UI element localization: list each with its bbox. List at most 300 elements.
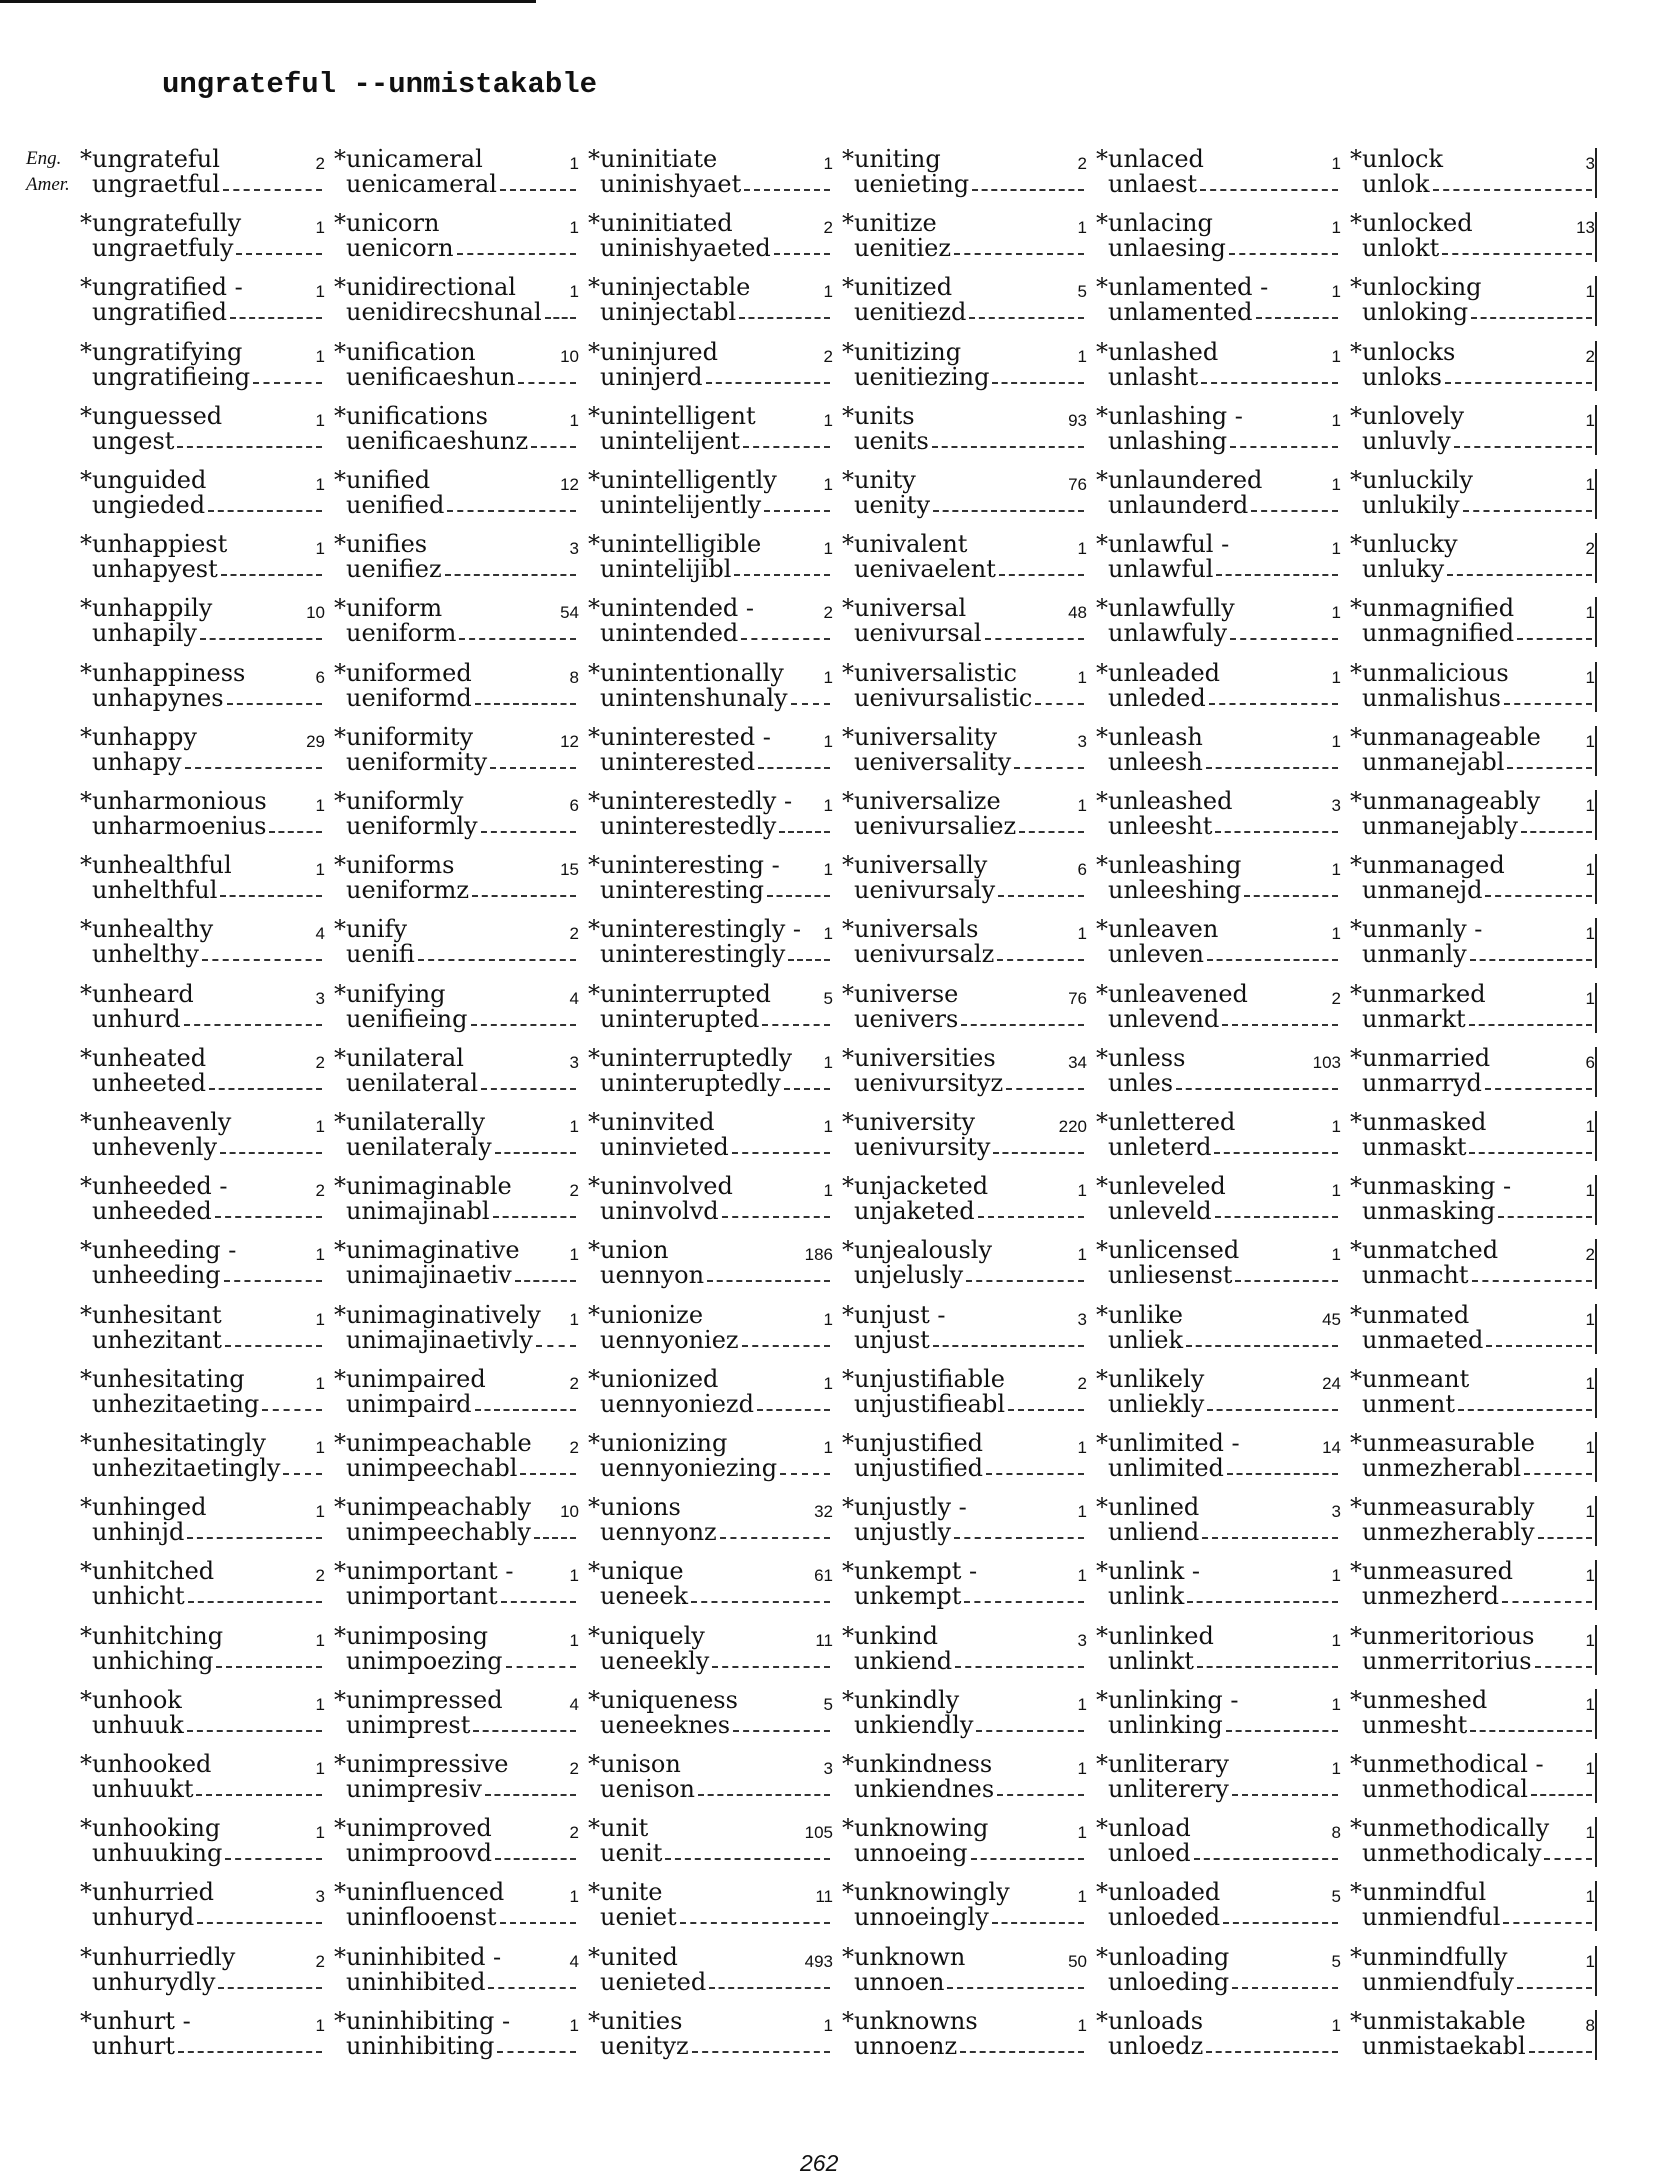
dotted-leader (471, 1024, 577, 1026)
american-spelling (92, 1904, 322, 1930)
english-word: *unhesitant (80, 1301, 222, 1329)
word-entry (580, 788, 834, 850)
english-word: *uniting (842, 145, 941, 173)
american-spelling (92, 1519, 322, 1545)
legend-amer: Amer. (26, 174, 70, 195)
english-word: *unison (588, 1750, 681, 1778)
english-word: *uninteresting - (588, 851, 780, 879)
american-spelling-text: unleterd (1108, 1133, 1212, 1161)
american-spelling (600, 1519, 830, 1545)
word-entry (580, 1366, 834, 1428)
frequency-count: 4 (569, 989, 579, 1008)
american-spelling (1362, 1006, 1592, 1032)
english-word: *unintelligent (588, 402, 756, 430)
dotted-leader (791, 703, 830, 705)
english-word: *unimaginative (334, 1236, 520, 1264)
frequency-count: 2 (823, 218, 833, 237)
right-edge-rule (1595, 1560, 1597, 1610)
dotted-leader (520, 1473, 576, 1475)
dotted-leader (1230, 638, 1338, 640)
american-spelling (346, 1583, 576, 1609)
dotted-leader (698, 1794, 830, 1796)
english-word: *uninfluenced (334, 1878, 505, 1906)
american-spelling (1108, 1583, 1338, 1609)
american-spelling-text: unimpresiv (346, 1775, 482, 1803)
word-entry (1342, 339, 1596, 401)
word-entry (580, 1494, 834, 1556)
word-entry (834, 724, 1088, 786)
american-spelling-text: unliterery (1108, 1775, 1229, 1803)
frequency-count: 1 (1585, 1181, 1595, 1200)
american-spelling (346, 685, 576, 711)
american-spelling-text: uenifiez (346, 555, 442, 583)
dotted-leader (473, 1730, 576, 1732)
word-entry (326, 1045, 580, 1107)
word-entry (326, 595, 580, 657)
dotted-leader (475, 1409, 576, 1411)
english-word: *unmasked (1350, 1108, 1487, 1136)
frequency-count: 1 (569, 411, 579, 430)
american-spelling-text: ueneek (600, 1582, 689, 1610)
dotted-leader (1504, 703, 1592, 705)
dotted-leader (1529, 2051, 1592, 2053)
american-spelling (854, 1583, 1084, 1609)
american-spelling-text: ueneeknes (600, 1711, 731, 1739)
frequency-count: 4 (315, 924, 325, 943)
dotted-leader (1485, 895, 1592, 897)
american-spelling-text: unmaeted (1362, 1326, 1484, 1354)
american-spelling (92, 428, 322, 454)
word-entry (72, 531, 326, 593)
word-entry (326, 660, 580, 722)
american-spelling (346, 1904, 576, 1930)
frequency-count: 1 (823, 1053, 833, 1072)
american-spelling (1108, 235, 1338, 261)
right-edge-rule (1595, 597, 1597, 647)
word-entry (580, 1109, 834, 1171)
american-spelling-text: unheeding (92, 1261, 221, 1289)
word-entry (326, 916, 580, 978)
frequency-count: 6 (1585, 1053, 1595, 1072)
dotted-leader (1447, 574, 1592, 576)
frequency-count: 5 (1077, 282, 1087, 301)
frequency-count: 5 (1331, 1952, 1341, 1971)
frequency-count: 1 (1077, 1502, 1087, 1521)
dotted-leader (784, 1088, 830, 1090)
dotted-leader (187, 1730, 322, 1732)
american-spelling-text: unlamented (1108, 298, 1253, 326)
dotted-leader (993, 1152, 1084, 1154)
dotted-leader (200, 638, 322, 640)
word-entry (72, 1430, 326, 1492)
word-entry (1088, 916, 1342, 978)
american-spelling-text: uninvolvd (600, 1197, 719, 1225)
right-edge-rule (1595, 1817, 1597, 1867)
american-spelling (854, 235, 1084, 261)
frequency-count: 76 (1068, 989, 1087, 1008)
word-entry (72, 724, 326, 786)
american-spelling (854, 1840, 1084, 1866)
dotted-leader (545, 317, 576, 319)
american-spelling (1362, 1840, 1592, 1866)
frequency-count: 1 (1585, 411, 1595, 430)
english-word: *unlock (1350, 145, 1444, 173)
american-spelling-text: uenison (600, 1775, 696, 1803)
american-spelling-text: ungraetful (92, 170, 220, 198)
right-edge-rule (1595, 1304, 1597, 1354)
word-entry (326, 1558, 580, 1620)
american-spelling (854, 1648, 1084, 1674)
word-entry (72, 788, 326, 850)
english-word: *unifying (334, 980, 446, 1008)
english-word: *unloads (1096, 2007, 1204, 2035)
legend (26, 146, 76, 198)
dotted-leader (1226, 1730, 1338, 1732)
american-spelling-text: unmalishus (1362, 684, 1501, 712)
american-spelling-text: unnoeing (854, 1839, 968, 1867)
american-spelling (346, 1262, 576, 1288)
american-spelling-text: unhinjd (92, 1518, 185, 1546)
dotted-leader (197, 1922, 322, 1924)
word-entry (834, 981, 1088, 1043)
american-spelling-text: uenificaeshunz (346, 427, 529, 455)
american-spelling (92, 1327, 322, 1353)
english-word: *unmistakable (1350, 2007, 1526, 2035)
american-spelling (346, 492, 576, 518)
frequency-count: 1 (1077, 1566, 1087, 1585)
american-spelling (854, 171, 1084, 197)
american-spelling (92, 1198, 322, 1224)
dotted-leader (992, 1922, 1084, 1924)
english-word: *unjustifiable (842, 1365, 1006, 1393)
frequency-count: 4 (569, 1952, 579, 1971)
english-word: *unhurt - (80, 2007, 191, 2035)
dotted-leader (1442, 253, 1592, 255)
dotted-leader (1521, 831, 1592, 833)
american-spelling (600, 1070, 830, 1096)
word-entry (834, 1494, 1088, 1556)
frequency-count: 2 (1331, 989, 1341, 1008)
frequency-count: 14 (1322, 1438, 1341, 1457)
english-word: *uniquely (588, 1622, 705, 1650)
american-spelling-text: unjustified (854, 1454, 984, 1482)
word-entry (326, 1879, 580, 1941)
word-entry (326, 1109, 580, 1171)
word-entry (326, 210, 580, 272)
word-entry (72, 1173, 326, 1235)
american-spelling-text: unlinkt (1108, 1647, 1194, 1675)
dotted-leader (985, 638, 1084, 640)
word-entry (834, 1366, 1088, 1428)
dotted-leader (457, 253, 576, 255)
english-word: *unlinking - (1096, 1686, 1239, 1714)
word-entry (580, 1687, 834, 1749)
frequency-count: 2 (1585, 539, 1595, 558)
english-word: *unharmonious (80, 787, 267, 815)
american-spelling (600, 428, 830, 454)
american-spelling (1362, 941, 1592, 967)
english-word: *unimproved (334, 1814, 492, 1842)
american-spelling-text: uennyoniezing (600, 1454, 778, 1482)
frequency-count: 1 (1585, 1374, 1595, 1393)
dotted-leader (1186, 1345, 1338, 1347)
english-word: *unleash (1096, 723, 1203, 751)
dotted-leader (960, 2051, 1084, 2053)
dotted-leader (722, 1216, 830, 1218)
american-spelling (1108, 492, 1338, 518)
english-word: *unleashing (1096, 851, 1242, 879)
word-entry (1342, 1879, 1596, 1941)
frequency-count: 1 (315, 218, 325, 237)
american-spelling-text: unjaketed (854, 1197, 975, 1225)
word-entry (72, 1302, 326, 1364)
word-entry (1088, 467, 1342, 529)
frequency-count: 2 (315, 1053, 325, 1072)
american-spelling-text: unmistaekabl (1362, 2032, 1526, 2060)
american-spelling (854, 2033, 1084, 2059)
word-entry (834, 339, 1088, 401)
page-title: ungrateful --unmistakable (162, 68, 598, 101)
word-entry (834, 1944, 1088, 2006)
american-spelling-text: unjust (854, 1326, 930, 1354)
word-entry (1088, 1751, 1342, 1813)
word-entry (580, 1815, 834, 1877)
dotted-leader (1222, 1024, 1338, 1026)
american-spelling (1362, 1904, 1592, 1930)
american-spelling (1108, 1776, 1338, 1802)
word-entry (1342, 916, 1596, 978)
american-spelling-text: ueniform (346, 619, 457, 647)
dotted-leader (739, 317, 830, 319)
english-word: *unleaven (1096, 915, 1219, 943)
frequency-count: 11 (815, 1887, 833, 1906)
english-word: *unleavened (1096, 980, 1248, 1008)
frequency-count: 8 (1331, 1823, 1341, 1842)
word-entry (1342, 595, 1596, 657)
english-word: *universal (842, 594, 967, 622)
american-spelling (600, 1583, 830, 1609)
dotted-leader (774, 253, 830, 255)
american-spelling-text: unharmoenius (92, 812, 267, 840)
dotted-leader (969, 317, 1084, 319)
frequency-count: 1 (1331, 154, 1341, 173)
word-entry (326, 1302, 580, 1364)
american-spelling-text: uenidirecshunal (346, 298, 542, 326)
dotted-leader (1502, 1601, 1592, 1603)
word-entry (1088, 852, 1342, 914)
word-entry (326, 274, 580, 336)
american-spelling-text: unimpeechabl (346, 1454, 518, 1482)
american-spelling-text: unimpaird (346, 1390, 472, 1418)
american-spelling (600, 1840, 830, 1866)
english-word: *unitized (842, 273, 953, 301)
dotted-leader (680, 1922, 830, 1924)
english-word: *unlinked (1096, 1622, 1214, 1650)
american-spelling (346, 1070, 576, 1096)
word-entry (834, 1751, 1088, 1813)
english-word: *unlashed (1096, 338, 1219, 366)
dotted-leader (1227, 1473, 1338, 1475)
frequency-count: 1 (1077, 1823, 1087, 1842)
dotted-leader (227, 703, 322, 705)
word-entry (834, 146, 1088, 208)
english-word: *unmarried (1350, 1044, 1491, 1072)
frequency-count: 1 (823, 668, 833, 687)
american-spelling (92, 1776, 322, 1802)
dotted-leader (490, 767, 576, 769)
frequency-count: 3 (1585, 154, 1595, 173)
word-entry (326, 467, 580, 529)
dotted-leader (733, 1730, 830, 1732)
american-spelling-text: uenitiezd (854, 298, 967, 326)
american-spelling (346, 1006, 576, 1032)
dotted-leader (208, 510, 322, 512)
dotted-leader (1524, 1473, 1592, 1475)
english-word: *unmagnified (1350, 594, 1515, 622)
dotted-leader (998, 895, 1084, 897)
american-spelling-text: unhuryd (92, 1903, 195, 1931)
english-word: *unheavenly (80, 1108, 232, 1136)
word-entry (1088, 660, 1342, 722)
frequency-count: 3 (823, 1759, 833, 1778)
english-word: *universe (842, 980, 959, 1008)
word-entry (1088, 146, 1342, 208)
right-edge-rule (1595, 469, 1597, 519)
american-spelling (92, 2033, 322, 2059)
word-entry (1342, 1430, 1596, 1492)
dotted-leader (933, 1345, 1084, 1347)
frequency-count: 2 (315, 1952, 325, 1971)
word-entry (834, 531, 1088, 593)
english-word: *unhurriedly (80, 1943, 236, 1971)
word-entry (580, 916, 834, 978)
dotted-leader (269, 831, 322, 833)
english-word: *unlacing (1096, 209, 1213, 237)
word-entry (1342, 1687, 1596, 1749)
american-spelling-text: unhezitaeting (92, 1390, 260, 1418)
frequency-count: 1 (1331, 1695, 1341, 1714)
frequency-count: 5 (1331, 1887, 1341, 1906)
american-spelling (92, 813, 322, 839)
word-entry (580, 724, 834, 786)
word-entry (326, 2008, 580, 2070)
word-entry (72, 1109, 326, 1171)
english-word: *uninitiate (588, 145, 718, 173)
frequency-count: 1 (569, 154, 579, 173)
american-spelling (1108, 749, 1338, 775)
frequency-count: 1 (1585, 1502, 1595, 1521)
dotted-leader (223, 189, 322, 191)
frequency-count: 1 (1077, 924, 1087, 943)
american-spelling-text: uenivursityz (854, 1069, 1004, 1097)
american-spelling (92, 1262, 322, 1288)
dotted-leader (536, 1345, 576, 1347)
dotted-leader (1207, 1409, 1338, 1411)
dotted-leader (966, 1280, 1084, 1282)
word-entry (1342, 1751, 1596, 1813)
american-spelling (346, 1840, 576, 1866)
word-entry (834, 403, 1088, 465)
word-entry (1088, 1623, 1342, 1685)
right-edge-rule (1595, 790, 1597, 840)
dotted-leader (1008, 1409, 1084, 1411)
american-spelling-text: unheeted (92, 1069, 206, 1097)
frequency-count: 1 (1331, 732, 1341, 751)
dotted-leader (757, 1409, 830, 1411)
word-entry (326, 981, 580, 1043)
word-entry (72, 339, 326, 401)
frequency-count: 1 (823, 1374, 833, 1393)
american-spelling-text: unintended (600, 619, 739, 647)
american-spelling-text: uenivursalistic (854, 684, 1033, 712)
frequency-count: 1 (823, 1181, 833, 1200)
english-word: *unmeritorious (1350, 1622, 1535, 1650)
word-entry (1342, 1237, 1596, 1299)
dotted-leader (187, 1537, 322, 1539)
word-entry (1088, 1430, 1342, 1492)
english-word: *unheated (80, 1044, 207, 1072)
word-entry (326, 852, 580, 914)
american-spelling-text: unkiend (854, 1647, 953, 1675)
frequency-count: 1 (1585, 796, 1595, 815)
word-entry (1088, 1302, 1342, 1364)
word-entry (1088, 1687, 1342, 1749)
american-spelling (346, 1134, 576, 1160)
american-spelling (346, 1776, 576, 1802)
word-entry (1088, 1558, 1342, 1620)
dotted-leader (997, 959, 1084, 961)
american-spelling-text: unliek (1108, 1326, 1184, 1354)
word-entry (326, 1173, 580, 1235)
american-spelling-text: unliend (1108, 1518, 1200, 1546)
american-spelling (346, 1712, 576, 1738)
dotted-leader (493, 1216, 576, 1218)
frequency-count: 1 (569, 1631, 579, 1650)
american-spelling-text: uenivaelent (854, 555, 996, 583)
frequency-count: 13 (1576, 218, 1595, 237)
american-spelling-text: uenit (600, 1839, 663, 1867)
american-spelling (1108, 2033, 1338, 2059)
word-entry (1342, 1494, 1596, 1556)
english-word: *unlink - (1096, 1557, 1201, 1585)
word-entry (580, 1944, 834, 2006)
american-spelling-text: unloedz (1108, 2032, 1204, 2060)
american-spelling-text: unmarkt (1362, 1005, 1466, 1033)
word-entry (580, 852, 834, 914)
american-spelling-text: unlinking (1108, 1711, 1223, 1739)
frequency-count: 32 (814, 1502, 833, 1521)
american-spelling-text: ueniformd (346, 684, 472, 712)
word-entry (326, 339, 580, 401)
dotted-leader (986, 1473, 1084, 1475)
american-spelling (1108, 1712, 1338, 1738)
frequency-count: 10 (306, 603, 325, 622)
american-spelling-text: unmanejably (1362, 812, 1518, 840)
frequency-count: 1 (315, 475, 325, 494)
dotted-leader (495, 1152, 576, 1154)
frequency-count: 1 (1585, 475, 1595, 494)
right-edge-rule (1595, 341, 1597, 391)
english-word: *unilateral (334, 1044, 464, 1072)
word-entry (580, 210, 834, 272)
dotted-leader (709, 1987, 830, 1989)
american-spelling (346, 235, 576, 261)
dotted-leader (947, 1987, 1084, 1989)
frequency-count: 1 (1331, 1181, 1341, 1200)
american-spelling (854, 813, 1084, 839)
dotted-leader (1469, 1024, 1592, 1026)
english-word: *unloaded (1096, 1878, 1221, 1906)
